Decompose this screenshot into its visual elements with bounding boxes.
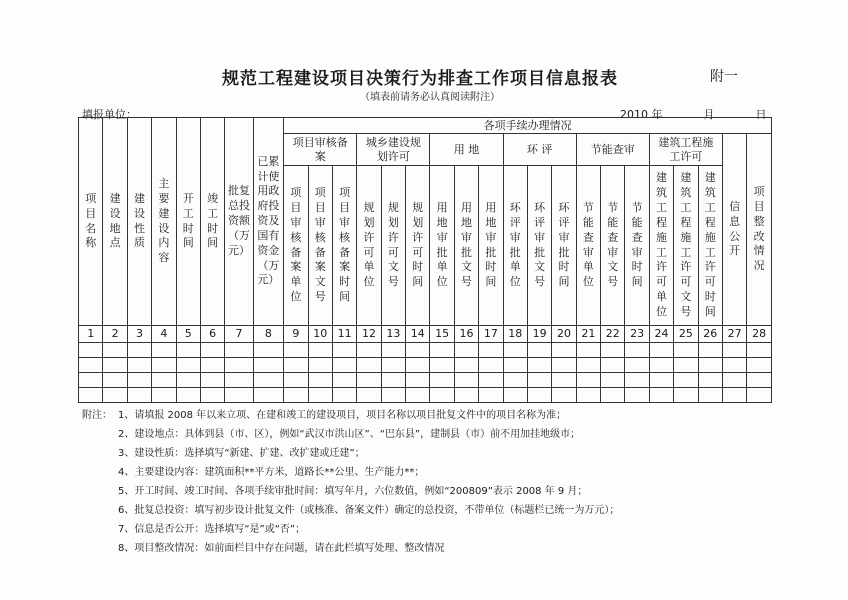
column-number: 4 xyxy=(152,326,176,343)
col-header-disclosure: 信息公开 xyxy=(722,134,746,326)
data-entry-cell[interactable] xyxy=(308,343,332,358)
group-construction-permit: 建筑工程施工许可 xyxy=(649,134,722,166)
data-entry-cell[interactable] xyxy=(176,343,200,358)
data-entry-cell[interactable] xyxy=(79,373,103,388)
data-entry-cell[interactable] xyxy=(127,358,151,373)
data-entry-cell[interactable] xyxy=(127,343,151,358)
data-entry-cell[interactable] xyxy=(284,373,308,388)
date-year: 2010 年 xyxy=(620,108,663,121)
data-entry-cell[interactable] xyxy=(332,388,356,403)
data-entry-cell[interactable] xyxy=(552,343,576,358)
data-entry-cell[interactable] xyxy=(332,373,356,388)
col-header-filing-unit: 项目审核备案单位 xyxy=(284,166,308,326)
data-entry-cell[interactable] xyxy=(576,388,600,403)
column-number: 15 xyxy=(430,326,454,343)
data-entry-cell[interactable] xyxy=(527,358,551,373)
col-header-location: 建设地点 xyxy=(103,118,127,326)
data-entry-cell[interactable] xyxy=(253,388,283,403)
date-day: 日 xyxy=(755,108,767,121)
note-text: 1、请填报 2008 年以来立项、在建和竣工的建设项目，项目名称以项目批复文件中的项目名称为准； xyxy=(118,410,567,421)
data-entry-cell[interactable] xyxy=(454,388,478,403)
data-entry-cell[interactable] xyxy=(698,358,722,373)
col-header-filing-number: 项目审核备案文号 xyxy=(308,166,332,326)
info-table xyxy=(78,117,772,403)
column-number: 11 xyxy=(332,326,356,343)
data-entry-cell[interactable] xyxy=(152,373,176,388)
col-header-eia-number: 环评审批文号 xyxy=(527,166,551,326)
column-number: 10 xyxy=(308,326,332,343)
note-line xyxy=(82,482,782,501)
data-entry-cell[interactable] xyxy=(503,388,527,403)
date-month: 月 xyxy=(703,108,715,121)
data-entry-cell[interactable] xyxy=(308,358,332,373)
data-entry-cell[interactable] xyxy=(674,358,698,373)
note-line xyxy=(82,520,782,539)
col-header-filing-time: 项目审核备案时间 xyxy=(332,166,356,326)
data-entry-cell[interactable] xyxy=(503,343,527,358)
col-header-finish-time: 竣工时间 xyxy=(200,118,224,326)
data-entry-cell[interactable] xyxy=(176,373,200,388)
note-line xyxy=(82,539,782,558)
data-entry-cell[interactable] xyxy=(381,343,405,358)
note-text: 4、主要建设内容：建筑面积**平方米，道路长**公里、生产能力**； xyxy=(118,467,425,478)
note-text: 2、建设地点：具体到县（市、区），例如“武汉市洪山区”、“巴东县”，建制县（市）前不用加挂地级市； xyxy=(118,429,581,440)
data-entry-cell[interactable] xyxy=(454,343,478,358)
data-entry-cell[interactable] xyxy=(406,373,430,388)
data-entry-cell[interactable] xyxy=(527,343,551,358)
data-entry-cell[interactable] xyxy=(103,373,127,388)
col-header-eia-time: 环评审批时间 xyxy=(552,166,576,326)
data-entry-cell[interactable] xyxy=(649,343,673,358)
data-entry-cell[interactable] xyxy=(253,343,283,358)
data-entry-row xyxy=(79,358,772,373)
data-entry-cell[interactable] xyxy=(176,388,200,403)
data-entry-row xyxy=(79,388,772,403)
column-number: 9 xyxy=(284,326,308,343)
data-entry-cell[interactable] xyxy=(200,343,224,358)
data-entry-cell[interactable] xyxy=(625,388,649,403)
data-entry-cell[interactable] xyxy=(332,343,356,358)
column-number: 28 xyxy=(747,326,772,343)
column-number: 22 xyxy=(601,326,625,343)
data-entry-cell[interactable] xyxy=(308,388,332,403)
data-entry-cell[interactable] xyxy=(103,343,127,358)
data-entry-cell[interactable] xyxy=(601,358,625,373)
data-entry-cell[interactable] xyxy=(225,388,253,403)
data-entry-cell[interactable] xyxy=(284,358,308,373)
col-header-planning-time: 规划许可时间 xyxy=(406,166,430,326)
data-entry-cell[interactable] xyxy=(552,358,576,373)
data-entry-cell[interactable] xyxy=(649,373,673,388)
data-entry-cell[interactable] xyxy=(576,358,600,373)
column-number: 2 xyxy=(103,326,127,343)
col-header-nature: 建设性质 xyxy=(127,118,151,326)
column-number: 27 xyxy=(722,326,746,343)
note-line xyxy=(82,406,782,425)
data-entry-cell[interactable] xyxy=(406,358,430,373)
column-number: 24 xyxy=(649,326,673,343)
data-entry-cell[interactable] xyxy=(79,388,103,403)
data-entry-cell[interactable] xyxy=(253,358,283,373)
data-entry-cell[interactable] xyxy=(601,343,625,358)
data-entry-cell[interactable] xyxy=(200,358,224,373)
note-text: 8、项目整改情况：如前面栏目中存在问题，请在此栏填写处理、整改情况 xyxy=(118,543,445,554)
col-header-energy-number: 节能查审文号 xyxy=(601,166,625,326)
data-entry-cell[interactable] xyxy=(357,388,381,403)
col-header-land-unit: 用地审批单位 xyxy=(430,166,454,326)
column-number: 17 xyxy=(479,326,503,343)
data-entry-cell[interactable] xyxy=(601,373,625,388)
column-number: 26 xyxy=(698,326,722,343)
data-entry-cell[interactable] xyxy=(625,358,649,373)
column-number: 8 xyxy=(253,326,283,343)
data-entry-cell[interactable] xyxy=(225,358,253,373)
data-entry-row xyxy=(79,373,772,388)
data-entry-cell[interactable] xyxy=(674,343,698,358)
data-entry-cell[interactable] xyxy=(127,373,151,388)
data-entry-cell[interactable] xyxy=(722,388,746,403)
note-line xyxy=(82,463,782,482)
col-header-eia-unit: 环评审批单位 xyxy=(503,166,527,326)
data-entry-cell[interactable] xyxy=(225,373,253,388)
data-entry-cell[interactable] xyxy=(79,343,103,358)
data-entry-cell[interactable] xyxy=(225,343,253,358)
data-entry-cell[interactable] xyxy=(357,343,381,358)
col-header-planning-number: 规划许可文号 xyxy=(381,166,405,326)
column-number-row xyxy=(79,326,772,343)
data-entry-cell[interactable] xyxy=(503,358,527,373)
data-entry-cell[interactable] xyxy=(454,373,478,388)
note-line xyxy=(82,501,782,520)
data-entry-cell[interactable] xyxy=(284,388,308,403)
data-entry-cell[interactable] xyxy=(625,373,649,388)
group-eia: 环 评 xyxy=(503,134,576,166)
data-entry-cell[interactable] xyxy=(381,358,405,373)
data-entry-cell[interactable] xyxy=(381,373,405,388)
note-text: 3、建设性质：选择填写“新建、扩建、改扩建或迁建”； xyxy=(118,448,365,459)
column-number: 5 xyxy=(176,326,200,343)
data-entry-cell[interactable] xyxy=(152,388,176,403)
report-subtitle: （填表前请务必认真阅读附注） xyxy=(360,92,500,103)
column-number: 3 xyxy=(127,326,151,343)
column-number: 20 xyxy=(552,326,576,343)
column-number: 19 xyxy=(527,326,551,343)
notes-section xyxy=(82,406,782,558)
column-number: 18 xyxy=(503,326,527,343)
data-entry-cell[interactable] xyxy=(103,358,127,373)
column-number: 25 xyxy=(674,326,698,343)
col-header-planning-unit: 规划许可单位 xyxy=(357,166,381,326)
column-number: 7 xyxy=(225,326,253,343)
column-number: 16 xyxy=(454,326,478,343)
data-entry-cell[interactable] xyxy=(200,373,224,388)
data-entry-cell[interactable] xyxy=(127,388,151,403)
group-procedures: 各项手续办理情况 xyxy=(284,118,772,134)
data-entry-cell[interactable] xyxy=(479,358,503,373)
data-entry-cell[interactable] xyxy=(649,388,673,403)
group-filing: 项目审核备案 xyxy=(284,134,357,166)
col-header-land-time: 用地审批时间 xyxy=(479,166,503,326)
fill-unit-label: 填报单位： xyxy=(82,108,137,121)
data-entry-cell[interactable] xyxy=(357,358,381,373)
col-header-energy-time: 节能查审时间 xyxy=(625,166,649,326)
data-entry-cell[interactable] xyxy=(674,388,698,403)
data-entry-cell[interactable] xyxy=(722,373,746,388)
data-entry-cell[interactable] xyxy=(747,343,772,358)
data-entry-cell[interactable] xyxy=(406,388,430,403)
note-line xyxy=(82,425,782,444)
data-entry-cell[interactable] xyxy=(576,343,600,358)
data-entry-cell[interactable] xyxy=(479,373,503,388)
data-entry-cell[interactable] xyxy=(698,373,722,388)
notes-prefix: 附注： xyxy=(82,410,112,421)
group-planning: 城乡建设规划许可 xyxy=(357,134,430,166)
data-entry-cell[interactable] xyxy=(406,343,430,358)
column-number: 12 xyxy=(357,326,381,343)
data-entry-cell[interactable] xyxy=(747,358,772,373)
data-entry-cell[interactable] xyxy=(430,358,454,373)
attachment-label: 附一 xyxy=(710,69,738,85)
col-header-land-number: 用地审批文号 xyxy=(454,166,478,326)
blank-rows xyxy=(79,343,772,403)
data-entry-cell[interactable] xyxy=(576,373,600,388)
data-entry-cell[interactable] xyxy=(649,358,673,373)
data-entry-cell[interactable] xyxy=(722,358,746,373)
data-entry-cell[interactable] xyxy=(625,343,649,358)
col-header-start-time: 开工时间 xyxy=(176,118,200,326)
report-title: 规范工程建设项目决策行为排查工作项目信息报表 xyxy=(222,69,618,89)
note-text: 5、开工时间、竣工时间、各项手续审批时间：填写年月，六位数值，例如“200809”表示 2008 年 9 月； xyxy=(118,486,588,497)
data-entry-cell[interactable] xyxy=(200,388,224,403)
data-entry-cell[interactable] xyxy=(479,343,503,358)
data-entry-cell[interactable] xyxy=(527,388,551,403)
group-energy: 节能查审 xyxy=(576,134,649,166)
col-header-permit-number: 建筑工程施工许可文号 xyxy=(674,166,698,326)
data-entry-cell[interactable] xyxy=(503,373,527,388)
column-number: 6 xyxy=(200,326,224,343)
col-header-project-name: 项目名称 xyxy=(79,118,103,326)
data-entry-cell[interactable] xyxy=(698,343,722,358)
column-number: 1 xyxy=(79,326,103,343)
data-entry-cell[interactable] xyxy=(284,343,308,358)
data-entry-cell[interactable] xyxy=(103,388,127,403)
data-entry-cell[interactable] xyxy=(176,358,200,373)
col-header-permit-unit: 建筑工程施工许可单位 xyxy=(649,166,673,326)
data-entry-cell[interactable] xyxy=(698,388,722,403)
col-header-energy-unit: 节能查审单位 xyxy=(576,166,600,326)
note-text: 6、批复总投资：填写初步设计批复文件（或核准、备案文件）确定的总投资，不带单位（标题栏已统一为万元）； xyxy=(118,505,620,516)
data-entry-cell[interactable] xyxy=(332,358,356,373)
data-entry-cell[interactable] xyxy=(79,358,103,373)
data-entry-cell[interactable] xyxy=(552,388,576,403)
data-entry-cell[interactable] xyxy=(430,388,454,403)
data-entry-cell[interactable] xyxy=(152,358,176,373)
data-entry-cell[interactable] xyxy=(152,343,176,358)
data-entry-cell[interactable] xyxy=(747,388,772,403)
data-entry-cell[interactable] xyxy=(552,373,576,388)
data-entry-cell[interactable] xyxy=(430,373,454,388)
data-entry-cell[interactable] xyxy=(253,373,283,388)
data-entry-cell[interactable] xyxy=(357,373,381,388)
data-entry-cell[interactable] xyxy=(747,373,772,388)
note-text: 7、信息是否公开：选择填写“是”或“否”； xyxy=(118,524,306,535)
data-entry-cell[interactable] xyxy=(308,373,332,388)
data-entry-cell[interactable] xyxy=(454,358,478,373)
column-number: 13 xyxy=(381,326,405,343)
col-header-rectification: 项目整改情况 xyxy=(747,134,772,326)
column-number: 23 xyxy=(625,326,649,343)
data-entry-cell[interactable] xyxy=(381,388,405,403)
col-header-gov-funds: 已累计使用政府投资及国有资金（万元） xyxy=(253,118,283,326)
group-land: 用 地 xyxy=(430,134,503,166)
data-entry-cell[interactable] xyxy=(674,373,698,388)
data-entry-cell[interactable] xyxy=(527,373,551,388)
data-entry-row xyxy=(79,343,772,358)
data-entry-cell[interactable] xyxy=(722,343,746,358)
column-number: 21 xyxy=(576,326,600,343)
data-entry-cell[interactable] xyxy=(430,343,454,358)
col-header-content: 主要建设内容 xyxy=(152,118,176,326)
col-header-total-investment: 批复总投资额（万元） xyxy=(225,118,253,326)
note-line xyxy=(82,444,782,463)
col-header-permit-time: 建筑工程施工许可时间 xyxy=(698,166,722,326)
column-number: 14 xyxy=(406,326,430,343)
data-entry-cell[interactable] xyxy=(601,388,625,403)
data-entry-cell[interactable] xyxy=(479,388,503,403)
